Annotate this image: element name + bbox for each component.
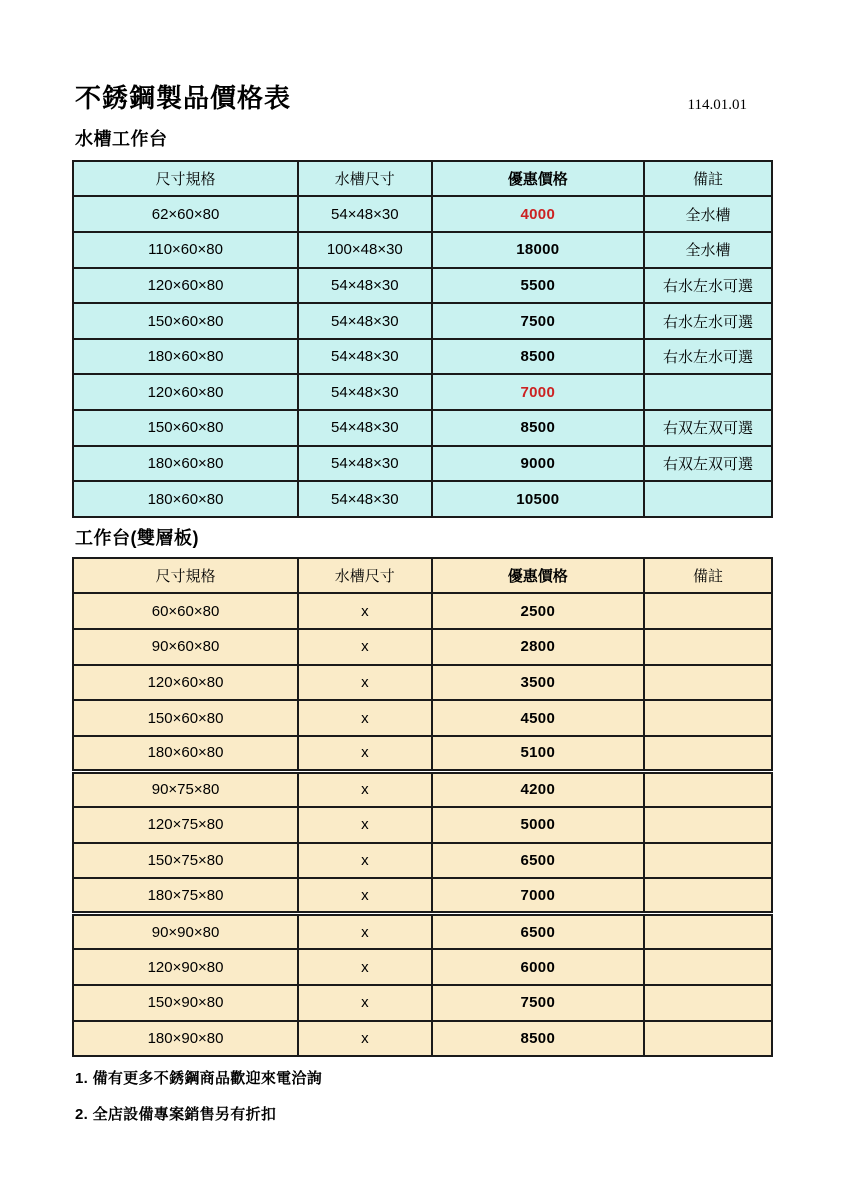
column-header-3: 備註 (644, 161, 772, 197)
column-header-2: 優惠價格 (432, 558, 644, 594)
cell-price: 4200 (432, 771, 644, 807)
cell-note (644, 665, 772, 701)
column-header-1: 水槽尺寸 (298, 558, 432, 594)
cell-sink: 54×48×30 (298, 196, 432, 232)
worktable-double-shelf-table (72, 557, 773, 1057)
cell-note (644, 700, 772, 736)
cell-sink: x (298, 665, 432, 701)
cell-price: 2800 (432, 629, 644, 665)
cell-note (644, 878, 772, 914)
cell-note (644, 949, 772, 985)
cell-note (644, 843, 772, 879)
cell-price: 6500 (432, 843, 644, 879)
page-title: 不銹鋼製品價格表 (75, 83, 292, 113)
table-row (73, 736, 772, 772)
table-row (73, 1021, 772, 1057)
table-row (73, 949, 772, 985)
cell-size: 120×90×80 (73, 949, 298, 985)
cell-sink: x (298, 949, 432, 985)
cell-sink: x (298, 807, 432, 843)
cell-size: 180×90×80 (73, 1021, 298, 1057)
column-header-0: 尺寸規格 (73, 161, 298, 197)
date-label: 114.01.01 (687, 97, 747, 114)
cell-size: 90×75×80 (73, 771, 298, 807)
cell-sink: 54×48×30 (298, 481, 432, 517)
cell-sink: x (298, 843, 432, 879)
cell-note (644, 914, 772, 950)
cell-size: 120×60×80 (73, 374, 298, 410)
cell-sink: x (298, 878, 432, 914)
cell-note (644, 985, 772, 1021)
cell-size: 120×60×80 (73, 665, 298, 701)
cell-size: 180×60×80 (73, 339, 298, 375)
cell-sink: x (298, 1021, 432, 1057)
cell-price: 9000 (432, 446, 644, 482)
cell-sink: 54×48×30 (298, 446, 432, 482)
cell-price: 18000 (432, 232, 644, 268)
cell-note: 右双左双可選 (644, 446, 772, 482)
cell-price: 8500 (432, 1021, 644, 1057)
cell-size: 110×60×80 (73, 232, 298, 268)
cell-size: 150×60×80 (73, 303, 298, 339)
cell-size: 150×75×80 (73, 843, 298, 879)
table-row (73, 339, 772, 375)
cell-sink: 54×48×30 (298, 303, 432, 339)
cell-price: 5500 (432, 268, 644, 304)
cell-sink: x (298, 771, 432, 807)
cell-price: 3500 (432, 665, 644, 701)
cell-sink: 54×48×30 (298, 339, 432, 375)
table-row (73, 665, 772, 701)
note-line-1: 1. 備有更多不銹鋼商品歡迎來電洽詢 (75, 1070, 323, 1088)
cell-price: 8500 (432, 410, 644, 446)
cell-size: 90×90×80 (73, 914, 298, 950)
cell-price: 5000 (432, 807, 644, 843)
cell-price: 10500 (432, 481, 644, 517)
cell-size: 120×60×80 (73, 268, 298, 304)
cell-note (644, 481, 772, 517)
cell-price: 4500 (432, 700, 644, 736)
cell-sink: x (298, 593, 432, 629)
table-row (73, 481, 772, 517)
cell-size: 150×60×80 (73, 410, 298, 446)
column-header-0: 尺寸規格 (73, 558, 298, 594)
table-row (73, 807, 772, 843)
cell-note (644, 771, 772, 807)
table-row (73, 593, 772, 629)
cell-sink: 54×48×30 (298, 268, 432, 304)
header-row (73, 161, 772, 197)
header-row (73, 558, 772, 594)
cell-sink: x (298, 985, 432, 1021)
cell-price: 5100 (432, 736, 644, 772)
cell-price: 6000 (432, 949, 644, 985)
cell-price: 8500 (432, 339, 644, 375)
table-row (73, 232, 772, 268)
cell-sink: x (298, 629, 432, 665)
cell-size: 180×60×80 (73, 446, 298, 482)
cell-note (644, 629, 772, 665)
cell-note (644, 374, 772, 410)
cell-sink: x (298, 700, 432, 736)
cell-size: 120×75×80 (73, 807, 298, 843)
cell-note: 右水左水可選 (644, 268, 772, 304)
cell-size: 62×60×80 (73, 196, 298, 232)
cell-size: 180×60×80 (73, 481, 298, 517)
cell-sink: 54×48×30 (298, 374, 432, 410)
table-row (73, 629, 772, 665)
table-row (73, 914, 772, 950)
sink-worktable-table (72, 160, 773, 518)
column-header-3: 備註 (644, 558, 772, 594)
cell-size: 150×60×80 (73, 700, 298, 736)
column-header-1: 水槽尺寸 (298, 161, 432, 197)
cell-price: 2500 (432, 593, 644, 629)
cell-sink: x (298, 736, 432, 772)
cell-sink: x (298, 914, 432, 950)
cell-size: 180×75×80 (73, 878, 298, 914)
cell-note: 右水左水可選 (644, 303, 772, 339)
cell-price: 6500 (432, 914, 644, 950)
table-row (73, 410, 772, 446)
cell-note: 右双左双可選 (644, 410, 772, 446)
cell-note: 右水左水可選 (644, 339, 772, 375)
cell-size: 180×60×80 (73, 736, 298, 772)
section-title-worktable-double-shelf: 工作台(雙層板) (75, 527, 199, 548)
title-row (72, 84, 773, 114)
table-row (73, 985, 772, 1021)
table-row (73, 303, 772, 339)
table-row (73, 700, 772, 736)
table-row (73, 771, 772, 807)
note-line-2: 2. 全店設備專案銷售另有折扣 (75, 1106, 277, 1124)
cell-note (644, 593, 772, 629)
table-row (73, 196, 772, 232)
cell-sink: 54×48×30 (298, 410, 432, 446)
cell-price: 7500 (432, 985, 644, 1021)
cell-price: 4000 (432, 196, 644, 232)
table-row (73, 268, 772, 304)
cell-size: 60×60×80 (73, 593, 298, 629)
cell-sink: 100×48×30 (298, 232, 432, 268)
cell-price: 7000 (432, 878, 644, 914)
table-row (73, 878, 772, 914)
cell-price: 7000 (432, 374, 644, 410)
cell-note (644, 807, 772, 843)
cell-note (644, 736, 772, 772)
table-row (73, 374, 772, 410)
cell-size: 150×90×80 (73, 985, 298, 1021)
cell-note: 全水槽 (644, 196, 772, 232)
cell-note (644, 1021, 772, 1057)
footer-notes (72, 1070, 773, 1124)
column-header-2: 優惠價格 (432, 161, 644, 197)
section-title-sink-worktable: 水槽工作台 (75, 128, 168, 149)
cell-note: 全水槽 (644, 232, 772, 268)
table-row (73, 446, 772, 482)
table-row (73, 843, 772, 879)
cell-size: 90×60×80 (73, 629, 298, 665)
cell-price: 7500 (432, 303, 644, 339)
